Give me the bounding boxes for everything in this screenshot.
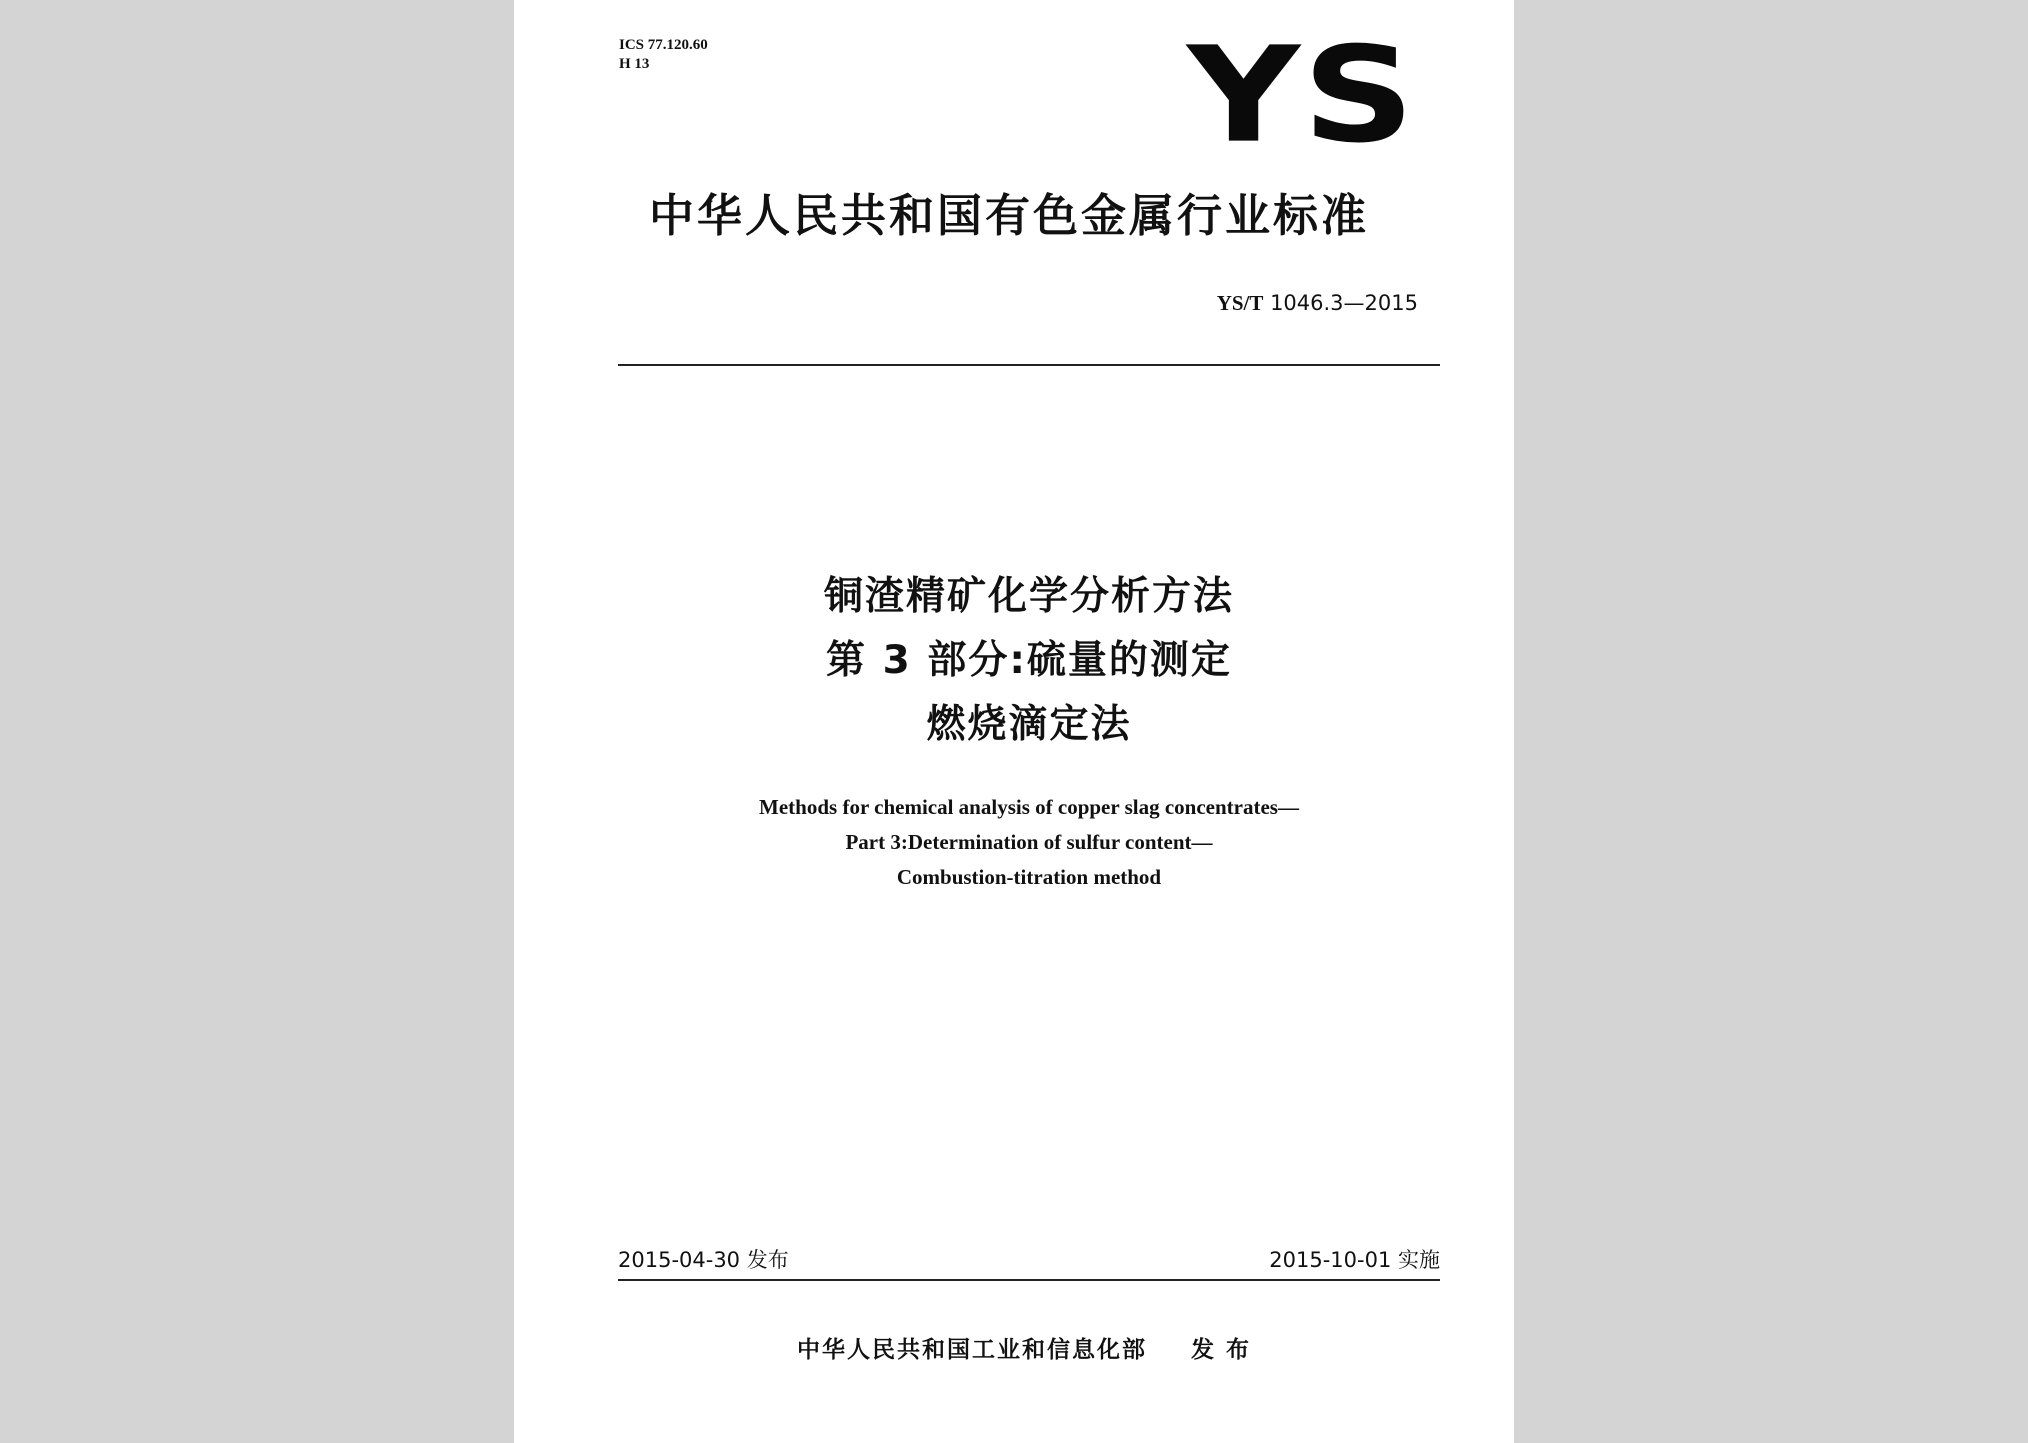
ccs-code: H 13 — [619, 56, 650, 72]
standard-number — [1217, 290, 1418, 316]
chinese-title-line-3: 燃烧滴定法 — [926, 702, 1132, 747]
classification-codes — [619, 36, 708, 74]
english-title-line-2: Part 3:Determination of sulfur content— — [845, 830, 1213, 854]
ics-code: ICS 77.120.60 — [619, 37, 708, 53]
english-title-line-3: Combustion-titration method — [896, 865, 1162, 889]
english-title — [614, 790, 1444, 895]
industry-title: 中华人民共和国有色金属行业标准 — [648, 189, 1369, 242]
top-divider — [618, 364, 1440, 366]
standard-code: 1046.3—2015 — [1270, 291, 1418, 315]
chinese-title-line-1: 铜渣精矿化学分析方法 — [823, 574, 1234, 619]
standard-prefix: YS/T — [1216, 291, 1264, 315]
issuer-name: 中华人民共和国工业和信息化部 — [797, 1337, 1147, 1363]
implementation-date: 2015-10-01 实施 — [1269, 1248, 1440, 1272]
ys-logo: YS — [1187, 18, 1418, 173]
chinese-title — [614, 565, 1444, 757]
issuer-action: 发布 — [1191, 1337, 1261, 1363]
issue-date: 2015-04-30 发布 — [618, 1248, 789, 1272]
english-title-line-1: Methods for chemical analysis of copper slag concentrates— — [759, 795, 1299, 819]
bottom-divider — [618, 1279, 1440, 1281]
issuer — [614, 1335, 1444, 1365]
document-page — [514, 0, 1514, 1443]
chinese-title-line-2: 第 3 部分:硫量的测定 — [826, 638, 1232, 683]
